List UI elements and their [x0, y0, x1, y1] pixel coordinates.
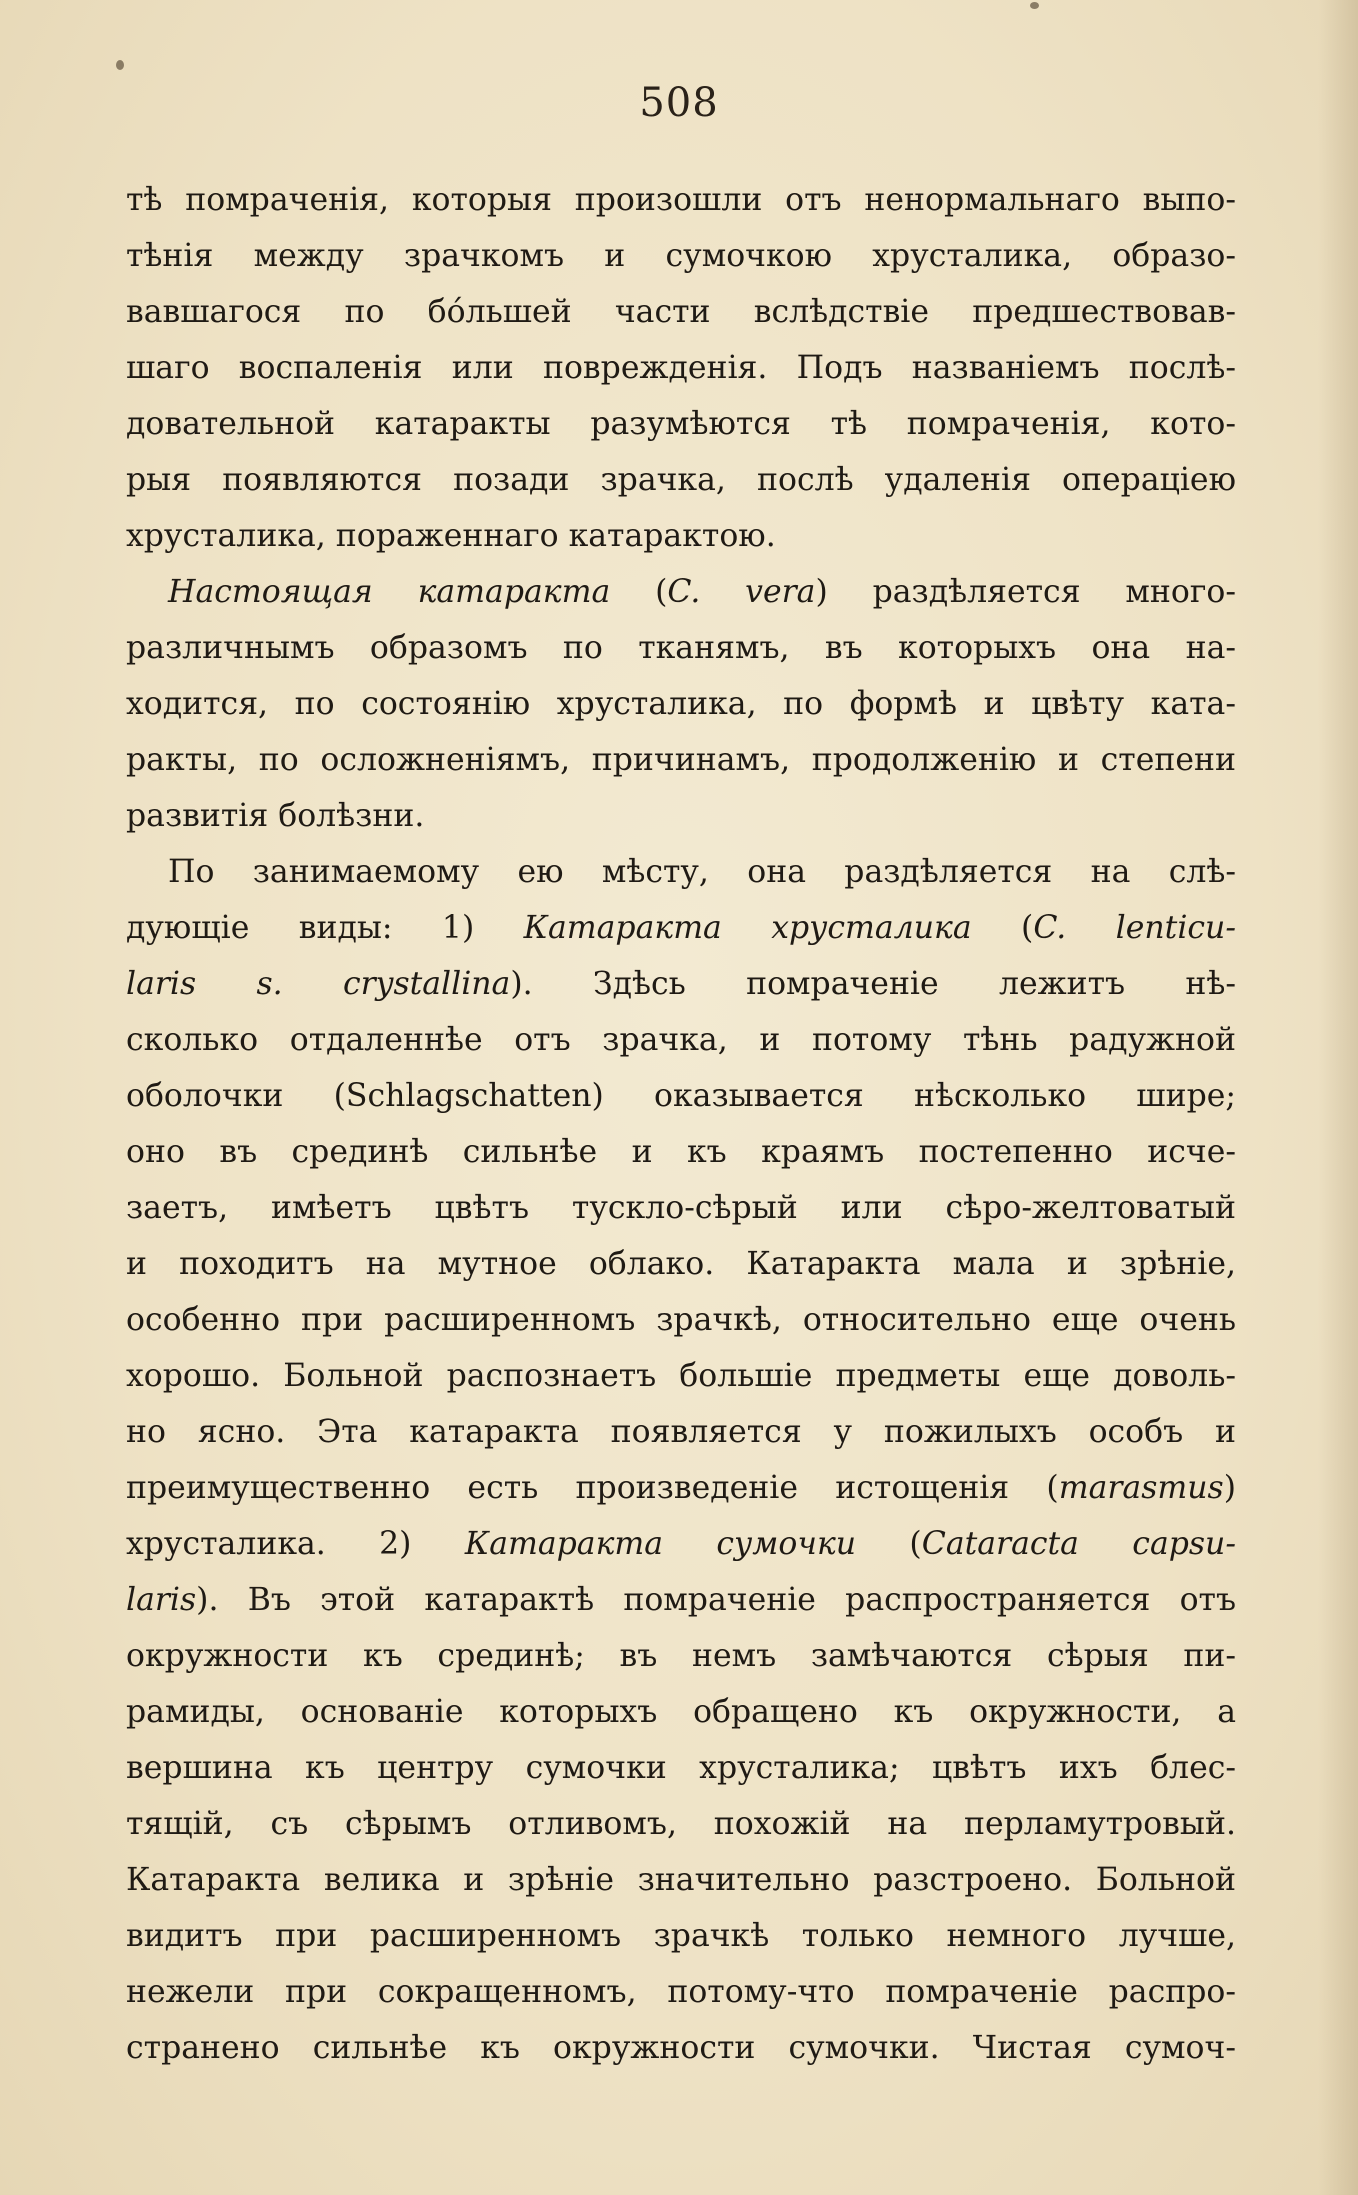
text-line: [126, 2020, 1236, 2076]
text-line: [126, 732, 1236, 788]
text-line: [126, 1908, 1236, 1964]
text-line: [126, 1180, 1236, 1236]
text-span: преимущественно есть произведеніе истощенія (: [126, 1470, 1059, 1506]
text-span: окружности къ срединѣ; въ немъ замѣчаются сѣрыя пи-: [126, 1638, 1236, 1674]
text-span: вершина къ центру сумочки хрусталика; цвѣтъ ихъ блес-: [126, 1750, 1236, 1786]
text-span: ). Здѣсь помраченіе лежитъ нѣ-: [510, 966, 1236, 1002]
text-span: развитія болѣзни.: [126, 798, 425, 834]
text-span: По занимаемому ею мѣсту, она раздѣляется на слѣ-: [168, 854, 1236, 890]
text-span: странено сильнѣе къ окружности сумочки. Чистая сумоч-: [126, 2030, 1236, 2066]
text-line: [126, 284, 1236, 340]
text-line: [126, 1404, 1236, 1460]
italic-text: laris: [126, 1582, 197, 1618]
text-span: нежели при сокращенномъ, потому-что помраченіе распро-: [126, 1974, 1236, 2010]
ink-spot: [116, 60, 124, 70]
page-number: 508: [639, 80, 719, 126]
text-span: Катаракта велика и зрѣніе значительно разстроено. Больной: [126, 1862, 1236, 1898]
text-line: [126, 956, 1236, 1012]
text-line: [126, 1236, 1236, 1292]
text-span: (: [971, 910, 1034, 946]
text-line: [126, 1292, 1236, 1348]
text-span: вавшагося по бо́льшей части вслѣдствіе предшествовав-: [126, 294, 1236, 330]
italic-text: laris s. crystallina: [126, 966, 511, 1002]
text-line: [126, 172, 1236, 228]
body-text: [126, 172, 1236, 2076]
text-span: особенно при расширенномъ зрачкѣ, относительно еще очень: [126, 1302, 1236, 1338]
text-span: и походитъ на мутное облако. Катаракта мала и зрѣніе,: [126, 1246, 1236, 1282]
page-edge-shadow: [1318, 0, 1358, 2195]
text-line: [126, 1964, 1236, 2020]
text-span: (: [610, 574, 668, 610]
text-span: хорошо. Больной распознаетъ большіе предметы еще доволь-: [126, 1358, 1236, 1394]
text-line: [126, 1852, 1236, 1908]
text-span: различнымъ образомъ по тканямъ, въ которыхъ она на-: [126, 630, 1236, 666]
text-line: [126, 1516, 1236, 1572]
italic-text: Катаракта хрусталика: [523, 910, 972, 946]
text-span: оно въ срединѣ сильнѣе и къ краямъ постепенно исче-: [126, 1134, 1236, 1170]
italic-text: Cataracta capsu-: [921, 1526, 1236, 1562]
text-line: [126, 1012, 1236, 1068]
text-line: [126, 1348, 1236, 1404]
text-line: [126, 1068, 1236, 1124]
text-span: довательной катаракты разумѣются тѣ помраченія, кото-: [126, 406, 1236, 442]
text-span: заетъ, имѣетъ цвѣтъ тускло-сѣрый или сѣро-желтоватый: [126, 1190, 1236, 1226]
text-span: тѣ помраченія, которыя произошли отъ ненормальнаго выпо-: [126, 182, 1236, 218]
text-span: ходится, по состоянію хрусталика, по формѣ и цвѣту ката-: [126, 686, 1236, 722]
text-line: [126, 900, 1236, 956]
text-span: дующіе виды: 1): [126, 910, 524, 946]
text-span: ). Въ этой катарактѣ помраченіе распространяется отъ: [196, 1582, 1236, 1618]
ink-spot: [1030, 2, 1039, 9]
text-line: [126, 1460, 1236, 1516]
text-line: [126, 844, 1236, 900]
text-span: хрусталика, пораженнаго катарактою.: [126, 518, 776, 554]
italic-text: Настоящая катаракта: [168, 574, 611, 610]
text-span: тящій, съ сѣрымъ отливомъ, похожій на перламутровый.: [126, 1806, 1236, 1842]
text-span: рыя появляются позади зрачка, послѣ удаленія операціею: [126, 462, 1236, 498]
text-span: ) раздѣляется много-: [815, 574, 1236, 610]
text-span: но ясно. Эта катаракта появляется у пожилыхъ особъ и: [126, 1414, 1236, 1450]
italic-text: marasmus: [1058, 1470, 1224, 1506]
text-line: [126, 228, 1236, 284]
italic-text: C. lenticu-: [1033, 910, 1236, 946]
text-line: [126, 1796, 1236, 1852]
text-span: видитъ при расширенномъ зрачкѣ только немного лучше,: [126, 1918, 1236, 1954]
text-line: [126, 340, 1236, 396]
text-line: [126, 564, 1236, 620]
text-line: [126, 1684, 1236, 1740]
text-span: (: [856, 1526, 922, 1562]
text-line: [126, 1740, 1236, 1796]
text-span: хрусталика. 2): [126, 1526, 465, 1562]
text-line: [126, 676, 1236, 732]
italic-text: Катаракта сумочки: [464, 1526, 857, 1562]
text-span: ракты, по осложненіямъ, причинамъ, продолженію и степени: [126, 742, 1236, 778]
text-line: [126, 1572, 1236, 1628]
text-span: сколько отдаленнѣе отъ зрачка, и потому тѣнь радужной: [126, 1022, 1236, 1058]
text-line: [126, 396, 1236, 452]
text-line: [126, 788, 1236, 844]
text-span: шаго воспаленія или поврежденія. Подъ названіемъ послѣ-: [126, 350, 1236, 386]
text-span: рамиды, основаніе которыхъ обращено къ окружности, а: [126, 1694, 1236, 1730]
text-span: тѣнія между зрачкомъ и сумочкою хрусталика, образо-: [126, 238, 1236, 274]
text-span: ): [1223, 1470, 1236, 1506]
text-line: [126, 508, 1236, 564]
text-line: [126, 620, 1236, 676]
text-line: [126, 1124, 1236, 1180]
text-line: [126, 452, 1236, 508]
italic-text: C. vera: [667, 574, 816, 610]
text-line: [126, 1628, 1236, 1684]
text-span: оболочки (Schlagschatten) оказывается нѣсколько шире;: [126, 1078, 1236, 1114]
